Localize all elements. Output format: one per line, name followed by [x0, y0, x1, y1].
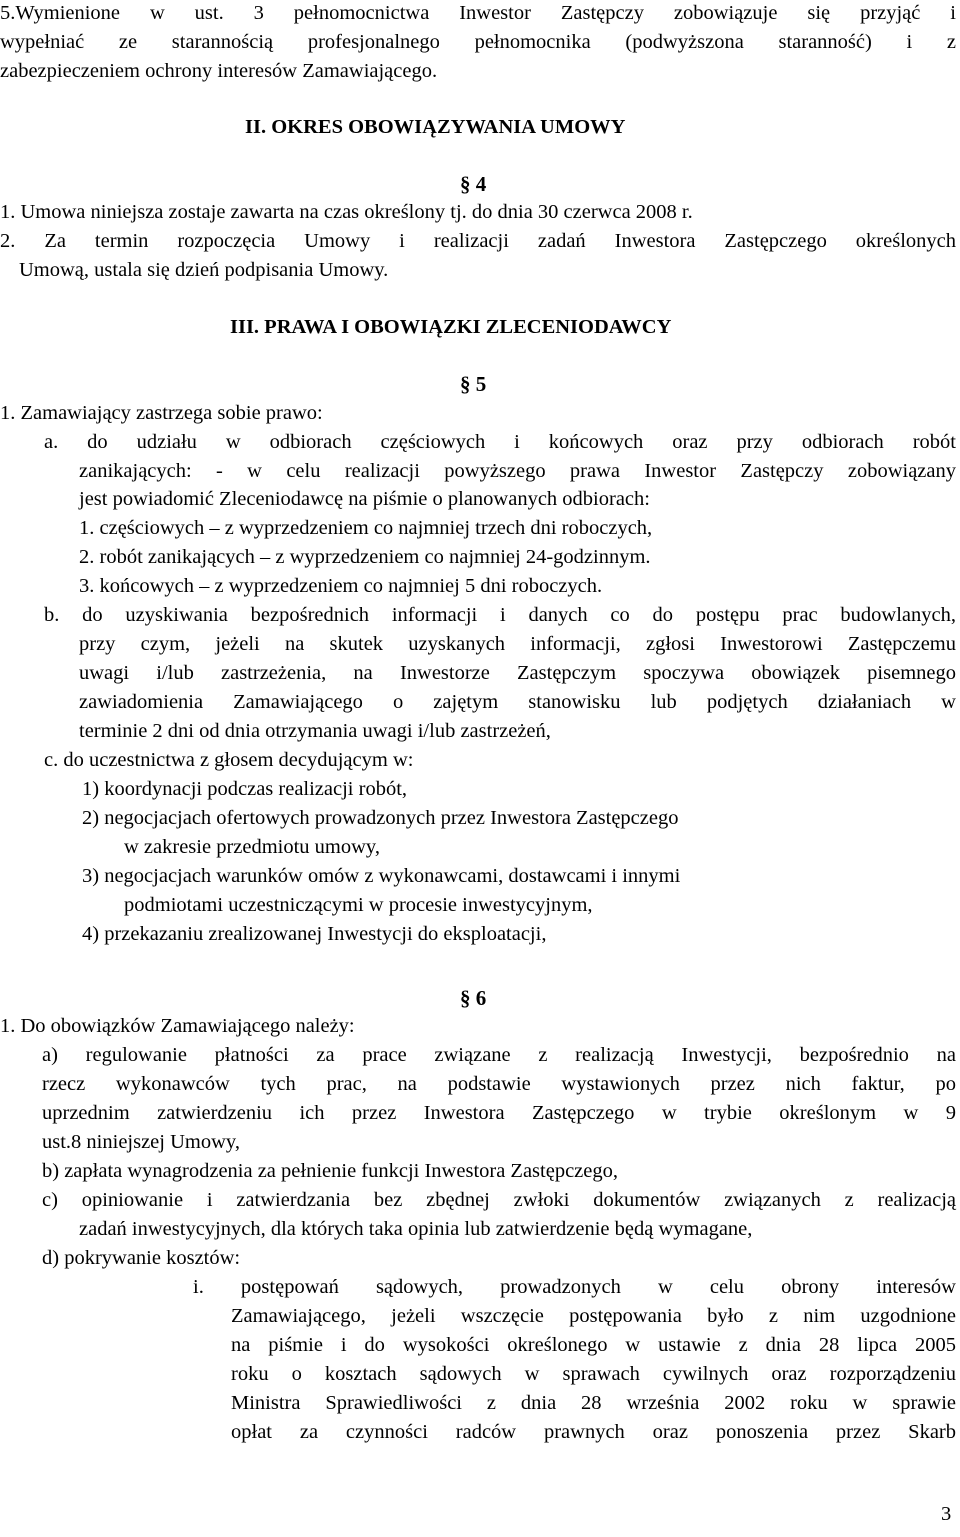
section-heading: III. PRAWA I OBOWIĄZKI ZLECENIODAWCY [230, 316, 672, 338]
paragraph-sign: § [460, 172, 471, 196]
paragraph-number [460, 984, 486, 1013]
sub-item-line: roku o kosztach sądowych w sprawach cywilnych oraz rozporządzeniu [231, 1363, 956, 1385]
clause-line: d) pokrywanie kosztów: [42, 1247, 241, 1269]
list-item: podmiotami uczestniczącymi w procesie inwestycyjnym, [124, 894, 593, 916]
paragraph-number-value: 5 [475, 372, 487, 396]
clause-line: a) regulowanie płatności za prace związane z realizacją Inwestycji, bezpośrednio na [42, 1044, 956, 1066]
paragraph-number-value: 6 [475, 986, 487, 1010]
sub-item-line: i. postępowań sądowych, prowadzonych w celu obrony interesów [193, 1276, 956, 1298]
list-item: 4) przekazaniu zrealizowanej Inwestycji do eksploatacji, [82, 923, 547, 945]
clause-line: c. do uczestnictwa z głosem decydującym w: [44, 749, 414, 771]
list-item: 3) negocjacjach warunków omów z wykonawcami, dostawcami i innymi [82, 865, 681, 887]
clause-line: a. do udziału w odbiorach częściowych i końcowych oraz przy odbiorach robót [44, 431, 956, 453]
section-heading: II. OKRES OBOWIĄZYWANIA UMOWY [245, 116, 626, 138]
clause-line: terminie 2 dni od dnia otrzymania uwagi i/lub zastrzeżeń, [79, 720, 551, 742]
sub-item-line: opłat za czynności radców prawnych oraz ponoszenia przez Skarb [231, 1421, 956, 1443]
intro-line: 5.Wymienione w ust. 3 pełnomocnictwa Inwestor Zastępczy zobowiązuje się przyjąć i [0, 2, 956, 24]
clause-line: 1. Umowa niniejsza zostaje zawarta na czas określony tj. do dnia 30 czerwca 2008 r. [0, 201, 693, 223]
clause-line: uwagi i/lub zastrzeżenia, na Inwestorze Zastępczym spoczywa obowiązek pisemnego [79, 662, 956, 684]
paragraph-sign: § [460, 372, 471, 396]
sub-item-line: na piśmie i do wysokości określonego w ustawie z dnia 28 lipca 2005 [231, 1334, 956, 1356]
paragraph-sign: § [460, 986, 471, 1010]
list-item: w zakresie przedmiotu umowy, [124, 836, 380, 858]
clause-line: rzecz wykonawców tych prac, na podstawie wystawionych przez nich faktur, po [42, 1073, 956, 1095]
clause-line [42, 1099, 956, 1128]
clause-line: jest powiadomić Zleceniodawcę na piśmie o planowanych odbiorach: [79, 488, 650, 510]
clause-line: zawiadomienia Zamawiającego o zajętym stanowisku lub podjętych działaniach w [79, 691, 956, 713]
clause-line: b. do uzyskiwania bezpośrednich informacji i danych co do postępu prac budowlanych, [44, 604, 956, 626]
paragraph-number-value: 4 [475, 172, 487, 196]
intro-line: wypełniać ze starannością profesjonalnego pełnomocnika (podwyższona staranność) i z [0, 31, 956, 53]
clause-line: zanikających: - w celu realizacji powyższego prawa Inwestor Zastępczy zobowiązany [79, 460, 956, 482]
page-number: 3 [941, 1503, 952, 1525]
clause-line: Umową, ustala się dzień podpisania Umowy. [19, 259, 389, 281]
list-item: 1. częściowych – z wyprzedzeniem co najmniej trzech dni roboczych, [79, 517, 653, 539]
clause-line: b) zapłata wynagrodzenia za pełnienie funkcji Inwestora Zastępczego, [42, 1160, 619, 1182]
clause-line: 2. Za termin rozpoczęcia Umowy i realizacji zadań Inwestora Zastępczego określonych [0, 230, 956, 252]
clause-line: 1. Zamawiający zastrzega sobie prawo: [0, 402, 323, 424]
sub-item-line: Ministra Sprawiedliwości z dnia 28 września 2002 roku w sprawie [231, 1392, 956, 1414]
clause-line: ust.8 niniejszej Umowy, [42, 1131, 240, 1153]
clause-text: uprzednim zatwierdzeniu ich przez Inwestora Zastępczego w trybie określonym w 9 [42, 1102, 956, 1124]
list-item: 1) koordynacji podczas realizacji robót, [82, 778, 408, 800]
list-item: 3. końcowych – z wyprzedzeniem co najmniej 5 dni roboczych. [79, 575, 603, 597]
paragraph-number [460, 370, 486, 399]
sub-item-line: Zamawiającego, jeżeli wszczęcie postępowania było z nim uzgodnione [231, 1305, 956, 1327]
list-item: 2. robót zanikających – z wyprzedzeniem co najmniej 24-godzinnym. [79, 546, 651, 568]
intro-line: zabezpieczeniem ochrony interesów Zamawiającego. [0, 60, 438, 82]
list-item: 2) negocjacjach ofertowych prowadzonych przez Inwestora Zastępczego [82, 807, 679, 829]
clause-line: zadań inwestycyjnych, dla których taka opinia lub zatwierdzenie będą wymagane, [79, 1218, 753, 1240]
clause-line: c) opiniowanie i zatwierdzania bez zbędnej zwłoki dokumentów związanych z realizacją [42, 1189, 956, 1211]
clause-line: przy czym, jeżeli na skutek uzyskanych informacji, zgłosi Inwestorowi Zastępczemu [79, 633, 956, 655]
paragraph-number [460, 170, 486, 199]
clause-line: 1. Do obowiązków Zamawiającego należy: [0, 1015, 355, 1037]
